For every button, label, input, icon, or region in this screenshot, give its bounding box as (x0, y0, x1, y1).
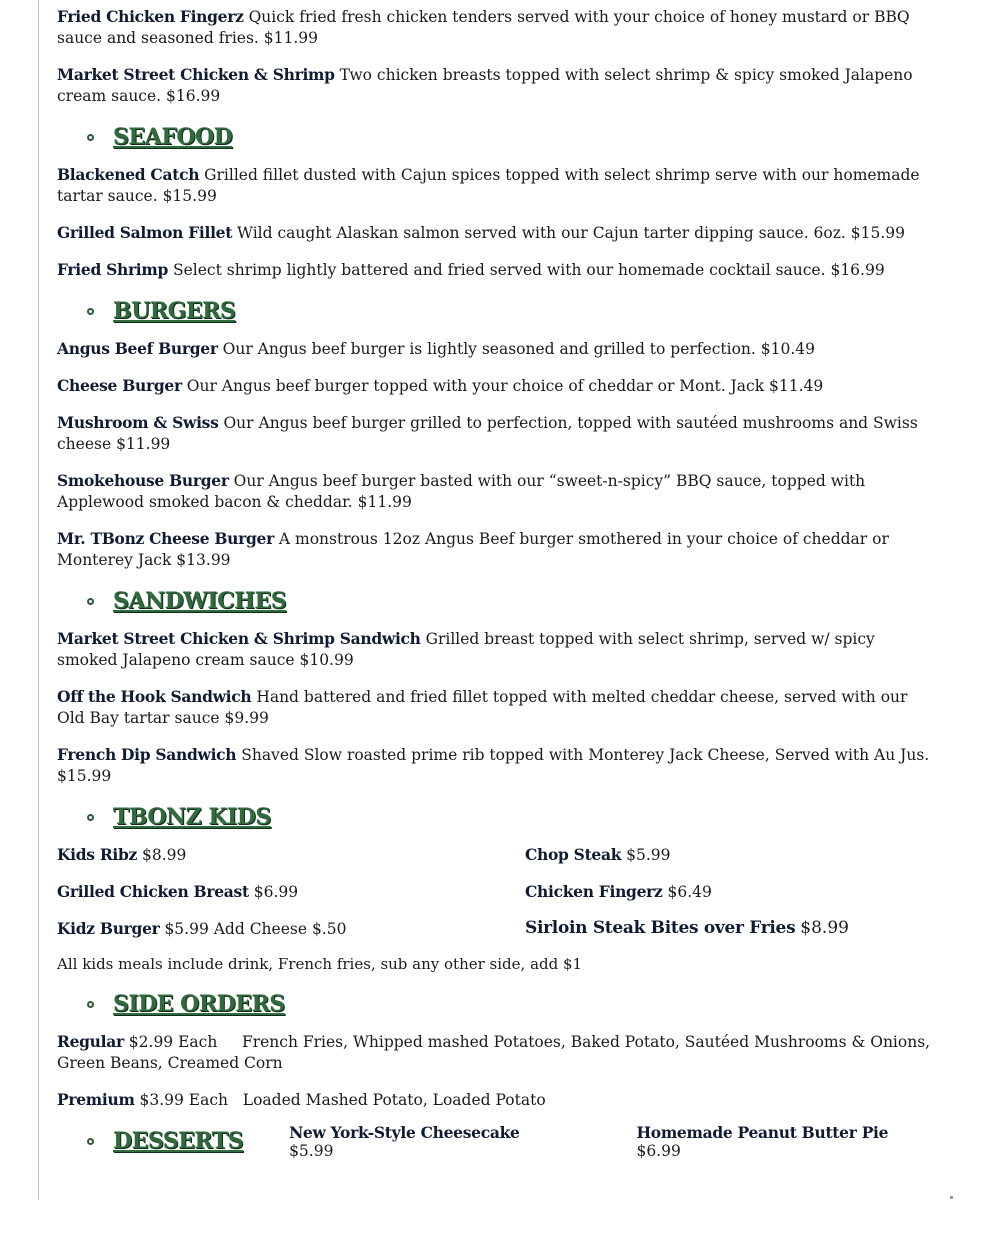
item-price: $5.99 Add Cheese $.50 (164, 920, 347, 938)
item-price: $6.99 (636, 1141, 681, 1160)
section-title: SIDE ORDERS (113, 991, 285, 1017)
menu-item (57, 375, 937, 397)
menu-content (57, 6, 937, 1160)
menu-item (57, 628, 937, 671)
item-name: Homemade Peanut Butter Pie (636, 1122, 889, 1142)
item-description: Grilled breast topped with select shrimp, served w/ spicy smoked Jalapeno cream sauce $10.99 (57, 630, 875, 669)
section-heading-desserts (57, 1122, 937, 1160)
section-title: DESSERTS (113, 1128, 244, 1154)
dessert-item (289, 1123, 568, 1160)
section-heading-sandwiches (57, 586, 937, 616)
item-description: Our Angus beef burger grilled to perfection, topped with sautéed mushrooms and Swiss cheese $11.99 (57, 414, 918, 453)
menu-item (57, 164, 937, 207)
item-description: Shaved Slow roasted prime rib topped with Monterey Jack Cheese, Served with Au Jus. $15.99 (57, 746, 930, 785)
item-name: Grilled Salmon Fillet (57, 223, 233, 242)
kids-menu-grid (57, 844, 937, 940)
item-description: Two chicken breasts topped with select shrimp & spicy smoked Jalapeno cream sauce. $16.99 (57, 66, 913, 105)
item-name: Off the Hook Sandwich (57, 687, 252, 706)
page-margin-rule (38, 0, 39, 1200)
bullet-icon (87, 598, 94, 605)
item-name: Fried Chicken Fingerz (57, 7, 244, 26)
menu-item (57, 686, 937, 729)
kids-note: All kids meals include drink, French fries, sub any other side, add $1 (57, 955, 583, 973)
section-title: SANDWICHES (113, 588, 287, 614)
item-description: Hand battered and fried fillet topped with melted cheddar cheese, served with our Old Bay tartar sauce $9.99 (57, 688, 908, 727)
bullet-icon (87, 1001, 94, 1008)
bullet-icon (87, 814, 94, 821)
kids-item (57, 844, 525, 866)
section-title: SEAFOOD (113, 124, 233, 150)
menu-item (57, 470, 937, 513)
bullet-icon (87, 308, 94, 315)
kids-item (57, 881, 525, 903)
section-heading-sides (57, 989, 937, 1019)
bullet-icon (87, 134, 94, 141)
item-description: Quick fried fresh chicken tenders served with your choice of honey mustard or BBQ sauce and seasoned fries. $11.99 (57, 8, 910, 47)
menu-item (57, 744, 937, 787)
item-name: Smokehouse Burger (57, 471, 229, 490)
kids-item (525, 844, 945, 866)
item-name: Kidz Burger (57, 919, 160, 938)
menu-item (57, 338, 937, 360)
section-title: BURGERS (113, 298, 236, 324)
menu-item (57, 6, 937, 49)
item-name: French Dip Sandwich (57, 745, 237, 764)
item-description: Select shrimp lightly battered and fried served with our homemade cocktail sauce. $16.99 (172, 261, 885, 279)
item-description: Our Angus beef burger basted with our “sweet-n-spicy” BBQ sauce, topped with Applewood smoked bacon & cheddar. $11.99 (57, 472, 866, 511)
menu-item (57, 1089, 937, 1111)
menu-item (57, 222, 937, 244)
item-name: Premium (57, 1090, 135, 1109)
item-name: Chop Steak (525, 845, 622, 864)
item-name: Market Street Chicken & Shrimp Sandwich (57, 629, 421, 648)
item-name: Mr. TBonz Cheese Burger (57, 529, 274, 548)
section-heading-burgers (57, 296, 937, 326)
item-name: Chicken Fingerz (525, 882, 663, 901)
item-name: Angus Beef Burger (57, 339, 218, 358)
kids-item (525, 918, 945, 940)
bullet-icon (87, 1138, 94, 1145)
item-description: $3.99 Each Loaded Mashed Potato, Loaded Potato (139, 1091, 546, 1109)
item-description: Wild caught Alaskan salmon served with our Cajun tarter dipping sauce. 6oz. $15.99 (237, 224, 905, 242)
item-description: A monstrous 12oz Angus Beef burger smothered in your choice of cheddar or Monterey Jack $13.99 (57, 530, 889, 569)
kids-item (57, 918, 525, 940)
section-heading-kids (57, 802, 937, 832)
item-name: Kids Ribz (57, 845, 138, 864)
item-description: $2.99 Each French Fries, Whipped mashed Potatoes, Baked Potato, Sautéed Mushrooms & Onions, Green Beans, Creamed Corn (57, 1033, 936, 1072)
item-name: Cheese Burger (57, 376, 182, 395)
item-name: Regular (57, 1032, 124, 1051)
item-name: Sirloin Steak Bites over Fries (525, 918, 796, 938)
item-description: Grilled fillet dusted with Cajun spices topped with select shrimp serve with our homemade tartar sauce. $15.99 (57, 166, 920, 205)
item-name: Blackened Catch (57, 165, 200, 184)
item-description: Our Angus beef burger topped with your choice of cheddar or Mont. Jack $11.49 (186, 377, 824, 395)
item-price: $5.99 (626, 846, 671, 864)
menu-item (57, 64, 937, 107)
item-price: $6.49 (667, 883, 712, 901)
item-description: Our Angus beef burger is lightly seasoned and grilled to perfection. $10.49 (222, 340, 815, 358)
menu-item (57, 1031, 937, 1074)
item-name: New York-Style Cheesecake (289, 1122, 520, 1142)
item-price: $8.99 (141, 846, 187, 864)
item-name: Mushroom & Swiss (57, 413, 219, 432)
section-title: TBONZ KIDS (113, 804, 271, 830)
item-price: $6.99 (253, 883, 299, 901)
section-heading-seafood (57, 122, 937, 152)
item-price: $5.99 (289, 1141, 334, 1160)
menu-item (57, 259, 937, 281)
menu-item (57, 528, 937, 571)
kids-item (525, 881, 945, 903)
item-price: $8.99 (800, 918, 849, 938)
item-name: Grilled Chicken Breast (57, 882, 249, 901)
item-name: Fried Shrimp (57, 260, 169, 279)
page-corner-mark (950, 1196, 953, 1199)
menu-item (57, 412, 937, 455)
item-name: Market Street Chicken & Shrimp (57, 65, 335, 84)
dessert-item (636, 1123, 937, 1160)
